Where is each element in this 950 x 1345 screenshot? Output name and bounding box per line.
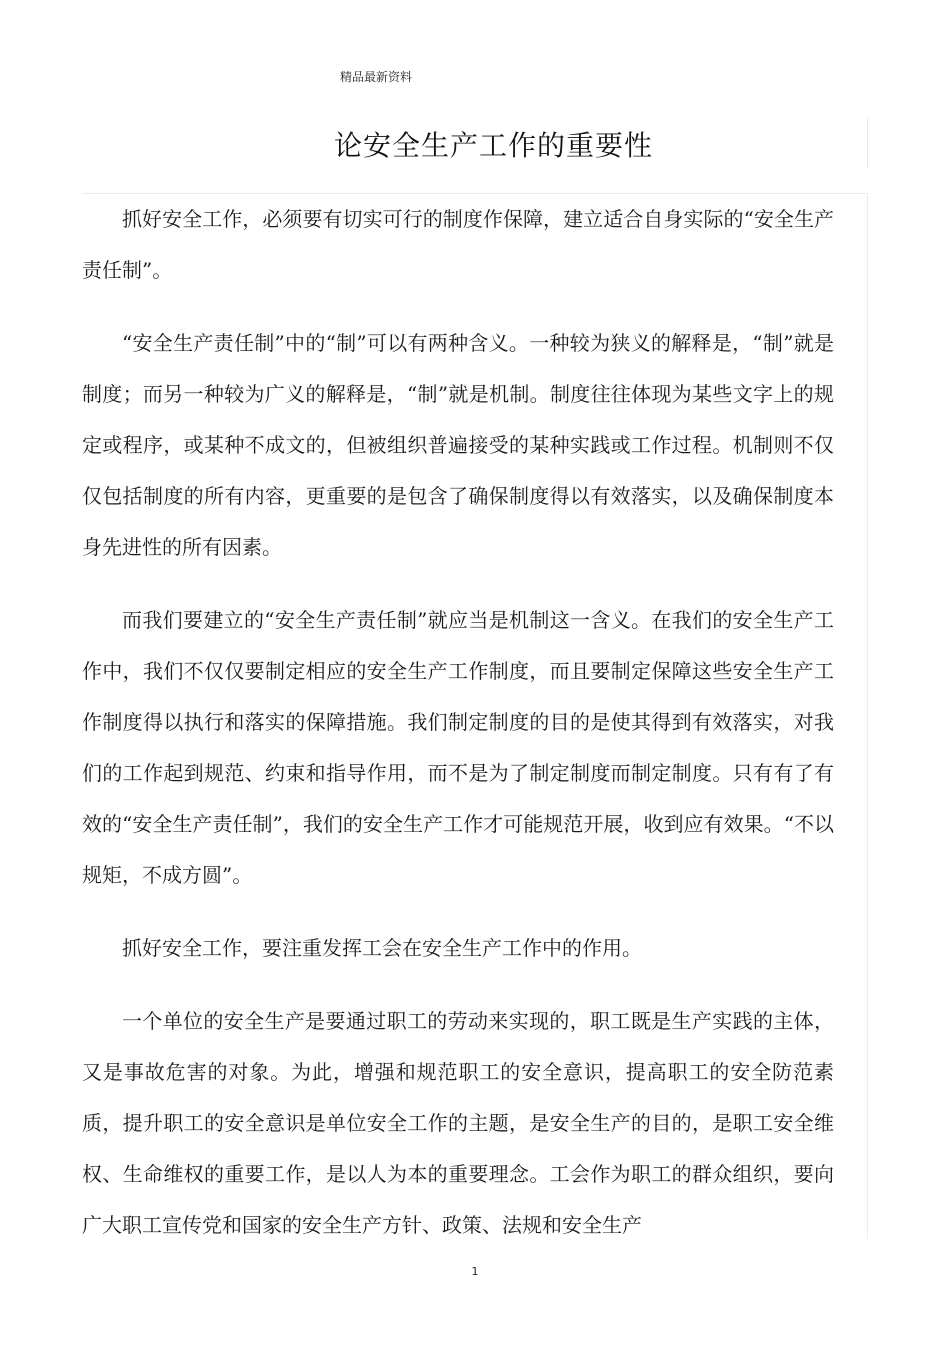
page-number: 1 [471, 1265, 479, 1278]
document-body [82, 194, 834, 1273]
paragraph-4: 抓好安全工作，要注重发挥工会在安全生产工作中的作用。 [122, 936, 642, 960]
paragraph-1: 抓好安全工作，必须要有切实可行的制度作保障，建立适合自身实际的“安全生产责任制”。 [82, 207, 834, 282]
page-title: 论安全生产工作的重要性 [334, 129, 654, 162]
page-right-rule [867, 194, 868, 1239]
paragraph-2: “安全生产责任制”中的“制”可以有两种含义。一种较为狭义的解释是，“制”就是制度；而另一种较为广义的解释是，“制”就是机制。制度往往体现为某些文字上的规定或程序，或某种不成文的，但被组织普遍接受的某种实践或工作过程。机制则不仅仅包括制度的所有内容，更重要的是包含了确保制度得以有效落实，以及确保制度本身先进性的所有因素。 [82, 331, 834, 559]
header-note: 精品最新资料 [340, 70, 413, 84]
paragraph-3: 而我们要建立的“安全生产责任制”就应当是机制这一含义。在我们的安全生产工作中，我们不仅仅要制定相应的安全生产工作制度，而且要制定保障这些安全生产工作制度得以执行和落实的保障措施。我们制定制度的目的是使其得到有效落实，对我们的工作起到规范、约束和指导作用，而不是为了制定制度而制定制度。只有有了有效的“安全生产责任制”，我们的安全生产工作才可能规范开展，收到应有效果。“不以规矩，不成方圆”。 [82, 608, 834, 887]
title-right-rule [867, 118, 868, 168]
paragraph-5: 一个单位的安全生产是要通过职工的劳动来实现的，职工既是生产实践的主体，又是事故危害的对象。为此，增强和规范职工的安全意识，提高职工的安全防范素质，提升职工的安全意识是单位安全工作的主题，是安全生产的目的，是职工安全维权、生命维权的重要工作，是以人为本的重要理念。工会作为职工的群众组织，要向广大职工宣传党和国家的安全生产方针、政策、法规和安全生产 [82, 1009, 834, 1237]
